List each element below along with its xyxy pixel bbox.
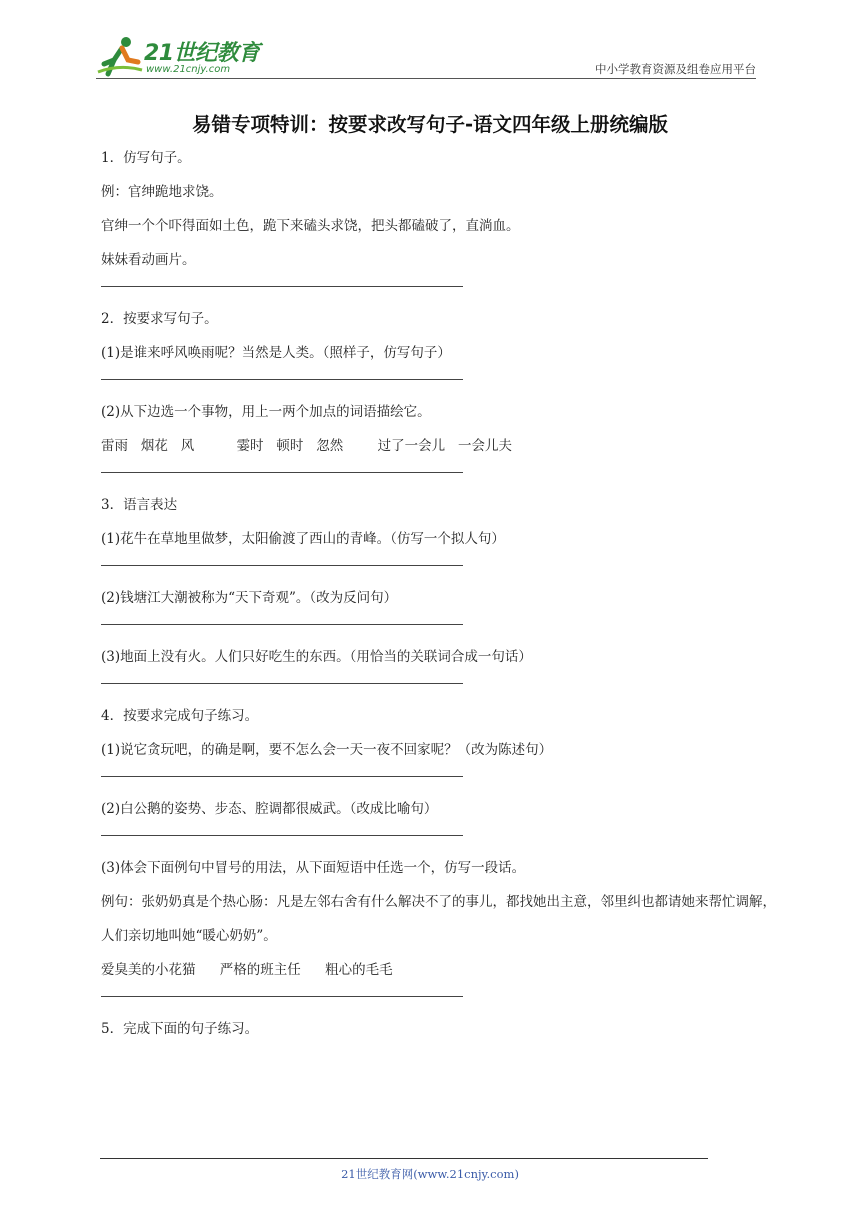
answer-line[interactable]	[101, 624, 463, 625]
answer-line[interactable]	[101, 565, 463, 566]
phrase-option: 严格的班主任	[219, 962, 301, 978]
question-3-3: (3)地面上没有火。人们只好吃生的东西。（用恰当的关联词合成一句话）	[101, 649, 532, 665]
phrase-option: 粗心的毛毛	[325, 962, 393, 978]
question-3-1: (1)花牛在草地里做梦，太阳偷渡了西山的青峰。（仿写一个拟人句）	[101, 531, 505, 547]
question-3: 3．语言表达	[101, 497, 178, 513]
answer-line[interactable]	[101, 683, 463, 684]
answer-line[interactable]	[101, 379, 463, 380]
word-option: 忽然	[316, 438, 344, 454]
question-1-model: 官绅一个个吓得面如土色，跪下来磕头求饶，把头都磕破了，直淌血。	[101, 218, 520, 234]
question-4-1: (1)说它贪玩吧，的确是啊，要不怎么会一天一夜不回家呢？（改为陈述句）	[101, 742, 553, 758]
word-option: 顿时	[276, 438, 304, 454]
word-option: 风	[180, 438, 195, 454]
question-4: 4．按要求完成句子练习。	[101, 708, 259, 724]
question-3-2: (2)钱塘江大潮被称为“天下奇观”。（改为反问句）	[101, 590, 398, 606]
logo-url: www.21cnjy.com	[146, 64, 231, 75]
question-2: 2．按要求写句子。	[101, 311, 218, 327]
word-option: 雷雨	[101, 438, 128, 454]
question-1: 1．仿写句子。	[101, 150, 191, 166]
logo-text: 21世纪教育	[144, 41, 260, 66]
worksheet-body	[101, 150, 781, 1055]
question-4-2: (2)白公鹅的姿势、步态、腔调都很威武。（改成比喻句）	[101, 801, 438, 817]
answer-line[interactable]	[101, 835, 463, 836]
answer-line[interactable]	[101, 996, 463, 997]
question-2-2: (2)从下边选一个事物，用上一两个加点的词语描绘它。	[101, 404, 431, 420]
answer-line[interactable]	[101, 472, 463, 473]
question-4-3: (3)体会下面例句中冒号的用法，从下面短语中任选一个，仿写一段话。	[101, 860, 526, 876]
runner-logo-icon	[96, 34, 144, 78]
platform-name: 中小学教育资源及组卷应用平台	[595, 62, 756, 76]
question-5: 5．完成下面的句子练习。	[101, 1021, 259, 1037]
question-4-example: 例句：张奶奶真是个热心肠：凡是左邻右舍有什么解决不了的事儿，都找她出主意，邻里纠也都请她来帮忙调解，人们亲切地叫她“暖心奶奶”。	[101, 894, 776, 944]
word-option: 霎时	[236, 438, 264, 454]
phrase-options	[101, 962, 781, 978]
page-header	[96, 30, 756, 80]
question-1-task: 妹妹看动画片。	[101, 252, 196, 268]
footer-divider	[100, 1158, 708, 1159]
answer-line[interactable]	[101, 286, 463, 287]
page-title: 易错专项特训：按要求改写句子-语文四年级上册统编版	[191, 113, 669, 136]
word-options	[101, 438, 781, 454]
word-option: 烟花	[140, 438, 168, 454]
question-2-1: (1)是谁来呼风唤雨呢？当然是人类。（照样子，仿写句子）	[101, 345, 451, 361]
logo	[96, 34, 266, 78]
word-option: 一会儿夫	[457, 438, 512, 454]
question-1-example: 例：官绅跪地求饶。	[101, 184, 223, 200]
footer-text: 21世纪教育网(www.21cnjy.com)	[341, 1167, 519, 1181]
answer-line[interactable]	[101, 776, 463, 777]
word-option: 过了一会儿	[377, 438, 446, 454]
header-divider	[96, 78, 756, 79]
phrase-option: 爱臭美的小花猫	[101, 962, 196, 978]
